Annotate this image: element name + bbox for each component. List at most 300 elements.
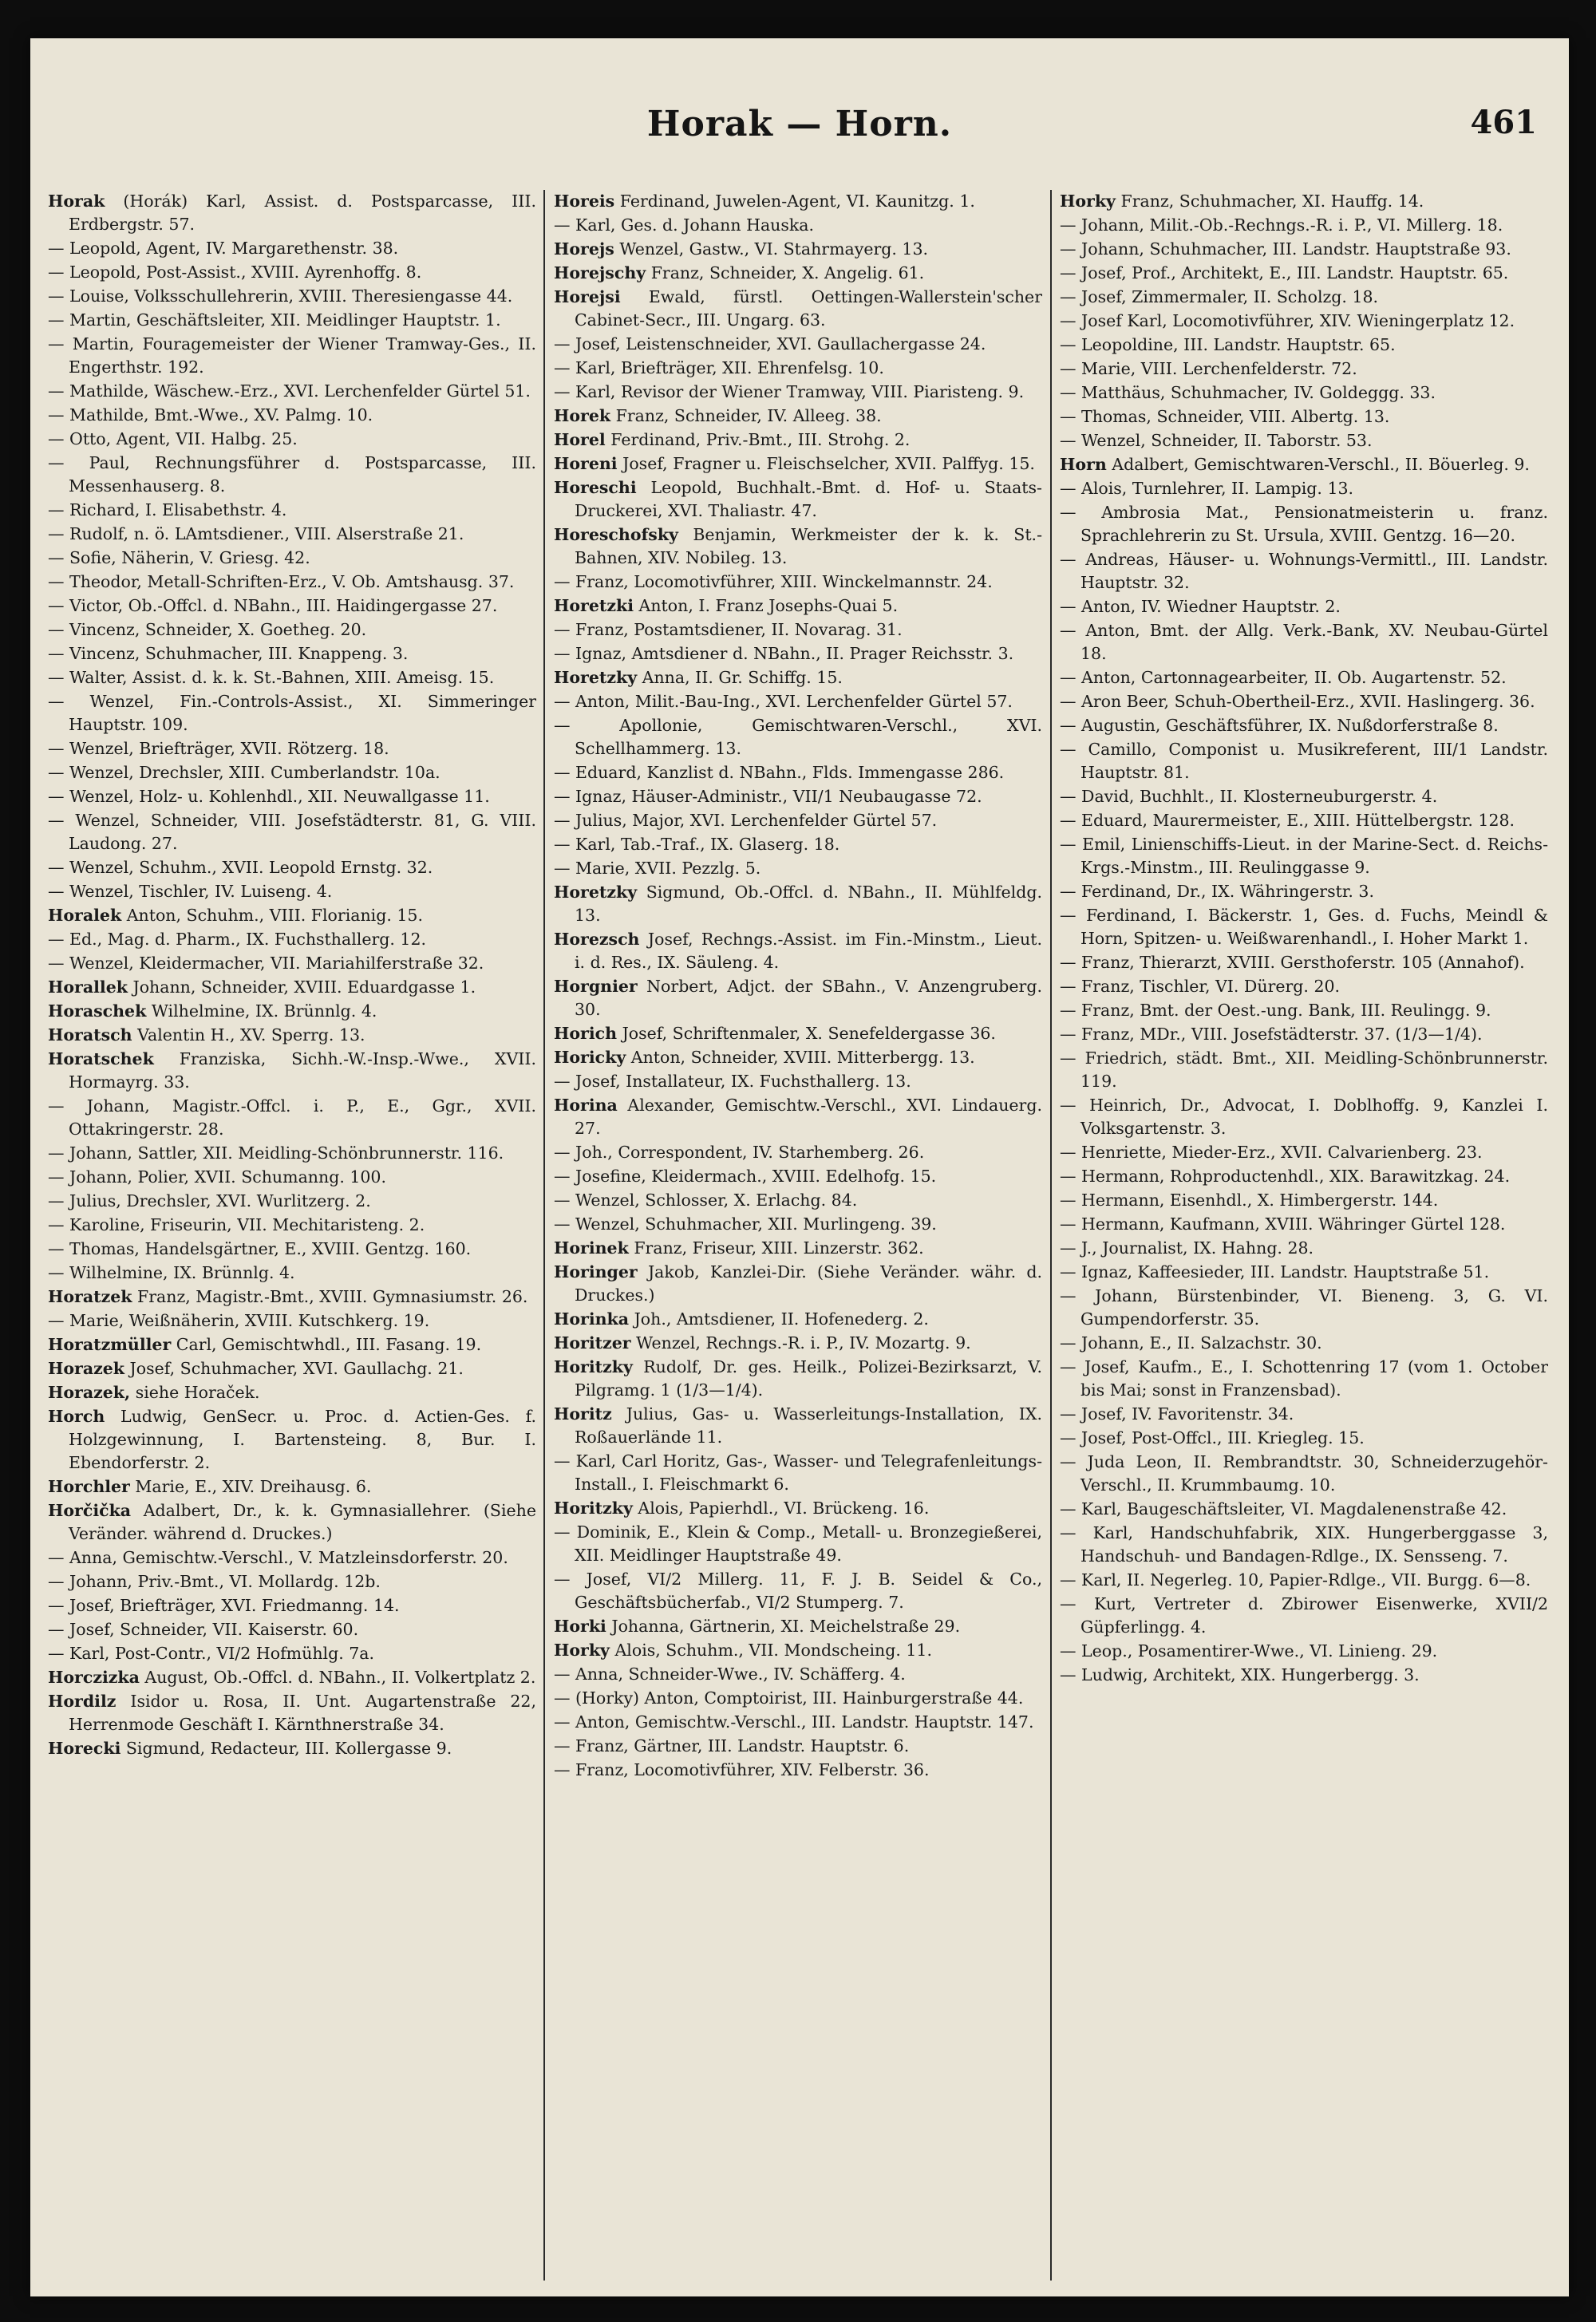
directory-entry — [554, 1735, 1042, 1758]
entry-details: Franz, Schneider, IV. Alleeg. 38. — [615, 406, 882, 425]
entry-details: — Johann, E., II. Salzachstr. 30. — [1060, 1333, 1322, 1353]
entry-details: — Josef, Briefträger, XVI. Friedmanng. 14. — [48, 1596, 400, 1615]
entry-details: — Ignaz, Kaffeesieder, III. Landstr. Hauptstraße 51. — [1060, 1262, 1490, 1281]
directory-entry — [1060, 951, 1548, 974]
directory-entry — [554, 1141, 1042, 1164]
entry-details: — Victor, Ob.-Offcl. d. NBahn., III. Haidingergasse 27. — [48, 596, 498, 615]
directory-entry — [554, 975, 1042, 1021]
entry-details: — Anton, Gemischtw.-Verschl., III. Landstr. Hauptstr. 147. — [554, 1712, 1034, 1732]
directory-entry — [1060, 548, 1548, 594]
directory-entry — [48, 1381, 536, 1404]
directory-entry — [48, 1190, 536, 1213]
directory-entry — [48, 1618, 536, 1641]
entry-details: — Louise, Volksschullehrerin, XVIII. Theresiengasse 44. — [48, 286, 513, 306]
entry-details: Franz, Schuhmacher, XI. Hauffg. 14. — [1120, 192, 1424, 211]
directory-entry — [48, 1142, 536, 1165]
entry-details: — Wenzel, Fin.-Controls-Assist., XI. Simmeringer Hauptstr. 109. — [48, 692, 536, 734]
entry-details: — Wenzel, Schuhmacher, XII. Murlingeng. 39. — [554, 1214, 937, 1234]
entry-surname: Hordilz — [48, 1692, 117, 1711]
entry-surname: Horatschek — [48, 1049, 154, 1068]
entry-details: Josef, Schriftenmaler, X. Senefeldergasse 36. — [622, 1024, 996, 1043]
directory-entry — [554, 476, 1042, 523]
directory-entry — [554, 1213, 1042, 1236]
directory-page — [30, 38, 1569, 2296]
directory-entry — [554, 1356, 1042, 1402]
entry-details: — Marie, Weißnäherin, XVIII. Kutschkerg. 19. — [48, 1311, 430, 1330]
entry-details: — Leopold, Post-Assist., XVIII. Ayrenhoffg. 8. — [48, 263, 422, 282]
entry-details: — Juda Leon, II. Rembrandtstr. 30, Schneiderzugehör-Verschl., II. Krummbaumg. 10. — [1060, 1452, 1548, 1495]
directory-entry — [48, 666, 536, 689]
page-number: 461 — [1470, 104, 1537, 141]
entry-details: — Karl, Briefträger, XII. Ehrenfelsg. 10. — [554, 358, 884, 377]
entry-details: Isidor u. Rosa, II. Unt. Augartenstraße 22, Herrenmode Geschäft I. Kärnthnerstraße 34. — [69, 1692, 536, 1734]
directory-entry — [48, 1499, 536, 1546]
directory-entry — [554, 452, 1042, 476]
entry-details: Wilhelmine, IX. Brünnlg. 4. — [151, 1001, 377, 1021]
directory-entry — [554, 1497, 1042, 1520]
directory-entry — [48, 404, 536, 427]
entry-details: — Franz, Thierarzt, XVIII. Gersthoferstr. 105 (Annahof). — [1060, 953, 1525, 972]
entry-details: Ferdinand, Priv.-Bmt., III. Strohg. 2. — [610, 430, 911, 449]
entry-details: Norbert, Adjct. der SBahn., V. Anzengruberg. 30. — [575, 977, 1042, 1019]
directory-entry — [48, 1666, 536, 1689]
entry-surname: Horazek, — [48, 1383, 131, 1402]
entry-details: Joh., Amtsdiener, II. Hofenederg. 2. — [634, 1309, 929, 1329]
directory-entry — [1060, 429, 1548, 452]
entry-details: — Julius, Drechsler, XVI. Wurlitzerg. 2. — [48, 1191, 371, 1210]
entry-details: Anton, I. Franz Josephs-Quai 5. — [638, 596, 899, 615]
entry-details: Franz, Magistr.-Bmt., XVIII. Gymnasiumstr. 26. — [137, 1287, 528, 1306]
directory-entry — [554, 1261, 1042, 1307]
entry-details: Adalbert, Dr., k. k. Gymnasiallehrer. (Siehe Veränder. während d. Druckes.) — [69, 1501, 536, 1543]
entry-details: — Camillo, Componist u. Musikreferent, III/1 Landstr. Hauptstr. 81. — [1060, 740, 1548, 782]
entry-details: — Josef, Leistenschneider, XVI. Gaullachergasse 24. — [554, 334, 986, 353]
directory-entry — [1060, 1047, 1548, 1093]
directory-entry — [554, 428, 1042, 452]
entry-details: — Anna, Gemischtw.-Verschl., V. Matzleinsdorferstr. 20. — [48, 1548, 508, 1567]
entry-details: — Hermann, Eisenhdl., X. Himbergerstr. 144. — [1060, 1191, 1439, 1210]
entry-details: — Alois, Turnlehrer, II. Lampig. 13. — [1060, 479, 1354, 498]
entry-details: August, Ob.-Offcl. d. NBahn., II. Volkertplatz 2. — [144, 1668, 536, 1687]
entry-details: — Franz, Tischler, VI. Dürerg. 20. — [1060, 977, 1341, 996]
directory-entry — [1060, 1356, 1548, 1402]
entry-details: — Marie, VIII. Lerchenfelderstr. 72. — [1060, 359, 1357, 378]
entry-details: — Franz, Locomotivführer, XIII. Winckelmannstr. 24. — [554, 572, 993, 591]
directory-entry — [554, 1094, 1042, 1140]
entry-details: — Eduard, Kanzlist d. NBahn., Flds. Immengasse 286. — [554, 763, 1005, 782]
entry-surname: Horchler — [48, 1477, 130, 1496]
entry-details: — Thomas, Schneider, VIII. Albertg. 13. — [1060, 407, 1390, 426]
directory-entry — [1060, 1237, 1548, 1260]
entry-details: — Wenzel, Tischler, IV. Luiseng. 4. — [48, 882, 333, 901]
entry-surname: Horaschek — [48, 1001, 147, 1021]
entry-details: — Martin, Fouragemeister der Wiener Tramway-Ges., II. Engerthstr. 192. — [48, 334, 536, 377]
entry-surname: Horejsi — [554, 287, 621, 306]
entry-surname: Horeis — [554, 192, 615, 211]
directory-entry — [554, 1046, 1042, 1069]
directory-entry — [48, 571, 536, 594]
entry-details: — Matthäus, Schuhmacher, IV. Goldeggg. 33. — [1060, 383, 1436, 402]
entry-details: Anna, II. Gr. Schiffg. 15. — [642, 668, 843, 687]
directory-entry — [48, 190, 536, 236]
directory-entry — [1060, 310, 1548, 333]
directory-entry — [48, 1262, 536, 1285]
entry-details: — Wenzel, Holz- u. Kohlenhdl., XII. Neuwallgasse 11. — [48, 787, 490, 806]
entry-surname: Horetzky — [554, 668, 638, 687]
entry-details: — Ambrosia Mat., Pensionatmeisterin u. franz. Sprachlehrerin zu St. Ursula, XVIII. Gentzg. 16—20. — [1060, 503, 1548, 545]
entry-surname: Horel — [554, 430, 606, 449]
entry-surname: Horatzek — [48, 1287, 132, 1306]
directory-entry — [554, 1687, 1042, 1710]
directory-entry — [554, 1711, 1042, 1734]
entry-details: — David, Buchhlt., II. Klosterneuburgerstr. 4. — [1060, 787, 1438, 806]
entry-details: — Anton, IV. Wiedner Hauptstr. 2. — [1060, 597, 1341, 616]
entry-surname: Horejschy — [554, 263, 646, 282]
directory-entry — [1060, 381, 1548, 405]
directory-entry — [1060, 1403, 1548, 1426]
directory-entry — [554, 666, 1042, 689]
entry-surname: Horinger — [554, 1262, 638, 1281]
directory-entry — [48, 452, 536, 498]
entry-details: — Wilhelmine, IX. Brünnlg. 4. — [48, 1263, 295, 1282]
entry-details: — Karl, Revisor der Wiener Tramway, VIII. Piaristeng. 9. — [554, 382, 1025, 401]
entry-details: — Mathilde, Wäschew.-Erz., XVI. Lerchenfelder Gürtel 51. — [48, 381, 531, 401]
directory-entry — [48, 1357, 536, 1380]
entry-details: — Anton, Milit.-Bau-Ing., XVI. Lerchenfelder Gürtel 57. — [554, 692, 1013, 711]
entry-details: — Josef, Schneider, VII. Kaiserstr. 60. — [48, 1620, 359, 1639]
entry-details: Ludwig, GenSecr. u. Proc. d. Actien-Ges. f. Holzgewinnung, I. Bartensteing. 8, Bur. I. Ebendorferstr. 2. — [69, 1407, 536, 1472]
entry-details: — Josef, Kaufm., E., I. Schottenring 17 (vom 1. October bis Mai; sonst in Franzensbad). — [1060, 1357, 1548, 1400]
directory-entry — [1060, 214, 1548, 237]
entry-details: — Josef, Post-Offcl., III. Kriegleg. 15. — [1060, 1428, 1365, 1447]
entry-details: — Karl, Baugeschäftsleiter, VI. Magdalenenstraße 42. — [1060, 1499, 1507, 1518]
entry-surname: Horatzmüller — [48, 1335, 172, 1354]
entry-details: — Franz, Bmt. der Oest.-ung. Bank, III. Reulingg. 9. — [1060, 1001, 1491, 1020]
entry-details: Sigmund, Ob.-Offcl. d. NBahn., II. Mühlfeldg. 13. — [575, 883, 1042, 925]
directory-entry — [1060, 1023, 1548, 1046]
entry-details: — Franz, MDr., VIII. Josefstädterstr. 37. (1/3—1/4). — [1060, 1025, 1483, 1044]
entry-details: — Josef, Prof., Architekt, E., III. Landstr. Hauptstr. 65. — [1060, 263, 1509, 282]
directory-entry — [554, 238, 1042, 261]
entry-details: siehe Horaček. — [135, 1383, 260, 1402]
entry-surname: Horina — [554, 1096, 618, 1115]
entry-surname: Horitz — [554, 1404, 612, 1424]
entry-details: Carl, Gemischtwhdl., III. Fasang. 19. — [176, 1335, 482, 1354]
entry-details: — Josef, Installateur, IX. Fuchsthallerg. 13. — [554, 1072, 911, 1091]
entry-details: — Anton, Bmt. der Allg. Verk.-Bank, XV. Neubau-Gürtel 18. — [1060, 621, 1548, 663]
entry-details: — Karl, Ges. d. Johann Hauska. — [554, 215, 815, 235]
entry-details: — Friedrich, städt. Bmt., XII. Meidling-Schönbrunnerstr. 119. — [1060, 1048, 1548, 1091]
directory-entry — [554, 214, 1042, 237]
entry-details: Josef, Schuhmacher, XVI. Gaullachg. 21. — [129, 1359, 464, 1378]
entry-details: — Apollonie, Gemischtwaren-Verschl., XVI. Schellhammerg. 13. — [554, 716, 1042, 758]
entry-details: — Franz, Postamtsdiener, II. Novarag. 31. — [554, 620, 903, 639]
entry-details: — Thomas, Handelsgärtner, E., XVIII. Gentzg. 160. — [48, 1239, 472, 1258]
entry-surname: Horecki — [48, 1739, 121, 1758]
entry-details: — Karl, II. Negerleg. 10, Papier-Rdlge., VII. Burgg. 6—8. — [1060, 1570, 1531, 1589]
directory-entry — [48, 261, 536, 284]
entry-details: — Karl, Post-Contr., VI/2 Hofmühlg. 7a. — [48, 1644, 375, 1663]
entry-details: — Wenzel, Schneider, II. Taborstr. 53. — [1060, 431, 1373, 450]
entry-details: Johanna, Gärtnerin, XI. Meichelstraße 29. — [611, 1617, 961, 1636]
entry-details: Benjamin, Werkmeister der k. k. St.-Bahnen, XIV. Nobileg. 13. — [575, 525, 1042, 567]
directory-entry — [48, 976, 536, 999]
directory-entry — [48, 1594, 536, 1617]
directory-entry — [48, 904, 536, 927]
directory-entry — [1060, 785, 1548, 808]
directory-entry — [554, 523, 1042, 570]
directory-entry — [48, 1214, 536, 1237]
entry-details: — Henriette, Mieder-Erz., XVII. Calvarienberg. 23. — [1060, 1143, 1483, 1162]
entry-details: Valentin H., XV. Sperrg. 13. — [137, 1025, 365, 1045]
entry-details: — Theodor, Metall-Schriften-Erz., V. Ob. Amtshausg. 37. — [48, 572, 515, 591]
directory-entry — [1060, 1141, 1548, 1164]
entry-details: — Emil, Linienschiffs-Lieut. in der Marine-Sect. d. Reichs-Krgs.-Minstm., III. Reulinggasse 9. — [1060, 835, 1548, 877]
page-header — [30, 104, 1569, 176]
entry-surname: Horeschi — [554, 478, 637, 497]
directory-entry — [48, 1285, 536, 1309]
entry-surname: Horek — [554, 406, 611, 425]
entry-details: Marie, E., XIV. Dreihausg. 6. — [135, 1477, 372, 1496]
entry-details: — Johann, Schuhmacher, III. Landstr. Hauptstraße 93. — [1060, 239, 1511, 259]
directory-entry — [554, 761, 1042, 784]
entry-details: Wenzel, Gastw., VI. Stahrmayerg. 13. — [619, 239, 929, 259]
directory-entry — [1060, 1285, 1548, 1331]
entry-details: — Franz, Locomotivführer, XIV. Felberstr. 36. — [554, 1760, 930, 1779]
directory-entry — [1060, 1427, 1548, 1450]
entry-details: — Johann, Sattler, XII. Meidling-Schönbrunnerstr. 116. — [48, 1143, 504, 1163]
entry-details: — Wenzel, Kleidermacher, VII. Mariahilferstraße 32. — [48, 954, 484, 973]
directory-entry — [48, 809, 536, 855]
entry-details: — Eduard, Maurermeister, E., XIII. Hüttelbergstr. 128. — [1060, 811, 1515, 830]
directory-entry — [1060, 714, 1548, 737]
directory-entry — [1060, 880, 1548, 903]
directory-entry — [48, 785, 536, 808]
column-divider — [543, 190, 545, 2281]
directory-entry — [48, 1333, 536, 1356]
directory-entry — [48, 333, 536, 379]
entry-details: Ewald, fürstl. Oettingen-Wallerstein'scher Cabinet-Secr., III. Ungarg. 63. — [575, 287, 1042, 330]
entry-surname: Horki — [554, 1617, 606, 1636]
column-2 — [554, 190, 1042, 2281]
entry-details: Rudolf, Dr. ges. Heilk., Polizei-Bezirksarzt, V. Pilgramg. 1 (1/3—1/4). — [575, 1357, 1042, 1400]
directory-entry — [554, 785, 1042, 808]
directory-entry — [554, 1568, 1042, 1614]
entry-details: — Leopoldine, III. Landstr. Hauptstr. 65. — [1060, 335, 1396, 354]
directory-entry — [48, 1570, 536, 1593]
directory-entry — [1060, 1332, 1548, 1355]
directory-entry — [554, 571, 1042, 594]
directory-entry — [554, 333, 1042, 356]
entry-details: — Marie, XVII. Pezzlg. 5. — [554, 859, 761, 878]
entry-details: — Rudolf, n. ö. LAmtsdiener., VIII. Alserstraße 21. — [48, 524, 464, 543]
directory-entry — [48, 737, 536, 760]
directory-entry — [1060, 619, 1548, 665]
directory-entry — [1060, 904, 1548, 950]
entry-details: — Joh., Correspondent, IV. Starhemberg. 26. — [554, 1143, 925, 1162]
entry-details: — Leopold, Agent, IV. Margarethenstr. 38. — [48, 239, 399, 258]
entry-surname: Horich — [554, 1024, 618, 1043]
directory-entry — [554, 1022, 1042, 1045]
entry-details: — Otto, Agent, VII. Halbg. 25. — [48, 429, 298, 448]
entry-details: — Augustin, Geschäftsführer, IX. Nußdorferstraße 8. — [1060, 716, 1499, 735]
directory-entry — [48, 1475, 536, 1499]
entry-details: Wenzel, Rechngs.-R. i. P., IV. Mozartg. 9. — [636, 1333, 971, 1353]
directory-entry — [1060, 1498, 1548, 1521]
entry-details: — Anna, Schneider-Wwe., IV. Schäfferg. 4. — [554, 1664, 906, 1684]
directory-entry — [48, 1690, 536, 1736]
directory-entry — [1060, 405, 1548, 428]
directory-entry — [1060, 262, 1548, 285]
directory-entry — [554, 1237, 1042, 1260]
entry-surname: Horitzer — [554, 1333, 631, 1353]
entry-details: Anton, Schuhm., VIII. Florianig. 15. — [126, 906, 423, 925]
directory-entry — [48, 690, 536, 736]
entry-details: Franz, Schneider, X. Angelig. 61. — [650, 263, 925, 282]
directory-entry — [48, 428, 536, 451]
entry-details: — Josef, Zimmermaler, II. Scholzg. 18. — [1060, 287, 1379, 306]
entry-details: Jakob, Kanzlei-Dir. (Siehe Veränder. währ. d. Druckes.) — [575, 1262, 1042, 1305]
directory-entry — [554, 357, 1042, 380]
directory-entry — [48, 1309, 536, 1333]
directory-entry — [48, 1024, 536, 1047]
directory-entry — [48, 928, 536, 951]
directory-entry — [48, 380, 536, 403]
directory-columns — [48, 190, 1548, 2281]
entry-details: — Kurt, Vertreter d. Zbirower Eisenwerke, XVII/2 Güpferlingg. 4. — [1060, 1594, 1548, 1637]
directory-entry — [48, 1642, 536, 1665]
entry-details: — Ignaz, Häuser-Administr., VII/1 Neubaugasse 72. — [554, 787, 982, 806]
entry-details: — Vincenz, Schuhmacher, III. Knappeng. 3. — [48, 644, 409, 663]
directory-entry — [1060, 453, 1548, 476]
directory-entry — [554, 714, 1042, 760]
directory-entry — [554, 1403, 1042, 1449]
directory-entry — [1060, 334, 1548, 357]
directory-entry — [1060, 286, 1548, 309]
directory-entry — [1060, 833, 1548, 879]
directory-entry — [48, 1095, 536, 1141]
directory-entry — [48, 1048, 536, 1094]
directory-entry — [554, 381, 1042, 404]
entry-details: Alexander, Gemischtw.-Verschl., XVI. Lindauerg. 27. — [575, 1096, 1042, 1138]
entry-details: — Anton, Cartonnagearbeiter, II. Ob. Augartenstr. 52. — [1060, 668, 1507, 687]
directory-entry — [1060, 1522, 1548, 1568]
entry-details: — Ignaz, Amtsdiener d. NBahn., II. Prager Reichsstr. 3. — [554, 644, 1014, 663]
directory-entry — [1060, 999, 1548, 1022]
directory-entry — [1060, 666, 1548, 689]
entry-surname: Horatsch — [48, 1025, 132, 1045]
directory-entry — [1060, 357, 1548, 381]
entry-surname: Horallek — [48, 977, 128, 997]
entry-details: — Johann, Bürstenbinder, VI. Bieneng. 3, G. VI. Gumpendorferstr. 35. — [1060, 1286, 1548, 1329]
entry-details: Josef, Fragner u. Fleischselcher, XVII. Palffyg. 15. — [622, 454, 1035, 473]
entry-details: — Richard, I. Elisabethstr. 4. — [48, 500, 287, 519]
entry-details: — Ferdinand, Dr., IX. Währingerstr. 3. — [1060, 882, 1374, 901]
entry-surname: Horgnier — [554, 977, 638, 996]
directory-entry — [1060, 1189, 1548, 1212]
column-1 — [48, 190, 536, 2281]
entry-details: — Josefine, Kleidermach., XVIII. Edelhofg. 15. — [554, 1167, 937, 1186]
directory-entry — [48, 1238, 536, 1261]
directory-entry — [1060, 1261, 1548, 1284]
entry-details: Alois, Schuhm., VII. Mondscheing. 11. — [614, 1641, 932, 1660]
directory-entry — [554, 642, 1042, 665]
directory-entry — [554, 1308, 1042, 1331]
directory-entry — [1060, 1213, 1548, 1236]
entry-details: — Karoline, Friseurin, VII. Mechitaristeng. 2. — [48, 1215, 425, 1234]
entry-details: Adalbert, Gemischtwaren-Verschl., II. Böuerleg. 9. — [1112, 455, 1530, 474]
directory-entry — [1060, 1451, 1548, 1497]
entry-details: — Mathilde, Bmt.-Wwe., XV. Palmg. 10. — [48, 405, 373, 425]
directory-entry — [1060, 1664, 1548, 1687]
entry-details: — Leop., Posamentirer-Wwe., VI. Linieng. 29. — [1060, 1641, 1438, 1661]
directory-entry — [554, 594, 1042, 618]
directory-entry — [1060, 1640, 1548, 1663]
entry-details: — Ed., Mag. d. Pharm., IX. Fuchsthallerg. 12. — [48, 930, 427, 949]
entry-surname: Horejs — [554, 239, 614, 259]
directory-entry — [1060, 690, 1548, 713]
entry-details: — Vincenz, Schneider, X. Goetheg. 20. — [48, 620, 367, 639]
entry-surname: Horeni — [554, 454, 618, 473]
directory-entry — [48, 1166, 536, 1189]
directory-entry — [554, 690, 1042, 713]
directory-entry — [48, 642, 536, 665]
directory-entry — [554, 881, 1042, 927]
directory-entry — [554, 262, 1042, 285]
running-head: Horak — Horn. — [646, 104, 953, 144]
directory-entry — [1060, 975, 1548, 998]
entry-details: — Sofie, Näherin, V. Griesg. 42. — [48, 548, 310, 567]
directory-entry — [554, 1450, 1042, 1496]
entry-details: — Josef Karl, Locomotivführer, XIV. Wieningerplatz 12. — [1060, 311, 1515, 330]
entry-details: — Josef, VI/2 Millerg. 11, F. J. B. Seidel & Co., Geschäftsbücherfab., VI/2 Stumperg. 7. — [554, 1570, 1042, 1612]
directory-entry — [48, 761, 536, 784]
entry-details: — Hermann, Kaufmann, XVIII. Währinger Gürtel 128. — [1060, 1214, 1506, 1234]
entry-surname: Horak — [48, 192, 105, 211]
entry-surname: Horky — [554, 1641, 610, 1660]
entry-details: — Karl, Tab.-Traf., IX. Glaserg. 18. — [554, 835, 840, 854]
directory-entry — [48, 1405, 536, 1475]
entry-details: (Horák) Karl, Assist. d. Postsparcasse, III. Erdbergstr. 57. — [69, 192, 536, 234]
entry-details: Alois, Papierhdl., VI. Brückeng. 16. — [638, 1499, 930, 1518]
entry-surname: Horetzky — [554, 883, 638, 902]
entry-details: — Karl, Handschuhfabrik, XIX. Hungerberggasse 3, Handschuh- und Bandagen-Rdlge., IX. Sensseng. 7. — [1060, 1523, 1548, 1566]
entry-details: Leopold, Buchhalt.-Bmt. d. Hof- u. Staats-Druckerei, XVI. Thaliastr. 47. — [575, 478, 1042, 520]
entry-details: — Johann, Priv.-Bmt., VI. Mollardg. 12b. — [48, 1572, 381, 1591]
directory-entry — [48, 499, 536, 522]
entry-surname: Horitzky — [554, 1357, 633, 1376]
directory-entry — [48, 285, 536, 308]
directory-entry — [554, 1663, 1042, 1686]
directory-entry — [48, 523, 536, 546]
entry-details: — Heinrich, Dr., Advocat, I. Doblhoffg. 9, Kanzlei I. Volksgartenstr. 3. — [1060, 1096, 1548, 1138]
entry-details: — Johann, Magistr.-Offcl. i. P., E., Ggr., XVII. Ottakringerstr. 28. — [48, 1096, 536, 1139]
entry-details: — Johann, Polier, XVII. Schumanng. 100. — [48, 1167, 386, 1187]
directory-entry — [554, 928, 1042, 974]
directory-entry — [48, 1000, 536, 1023]
entry-details: — Hermann, Rohproductenhdl., XIX. Barawitzkag. 24. — [1060, 1167, 1511, 1186]
directory-entry — [554, 1639, 1042, 1662]
directory-entry — [1060, 501, 1548, 547]
entry-details: — Ferdinand, I. Bäckerstr. 1, Ges. d. Fuchs, Meindl & Horn, Spitzen- u. Weißwarenhandl., I. Hoher Markt 1. — [1060, 906, 1548, 948]
column-divider — [1050, 190, 1052, 2281]
entry-surname: Horetzki — [554, 596, 634, 615]
entry-surname: Horeschofsky — [554, 525, 678, 544]
entry-surname: Horčička — [48, 1501, 132, 1520]
directory-entry — [48, 1737, 536, 1760]
directory-entry — [1060, 1165, 1548, 1188]
entry-details: — Franz, Gärtner, III. Landstr. Hauptstr. 6. — [554, 1736, 910, 1755]
